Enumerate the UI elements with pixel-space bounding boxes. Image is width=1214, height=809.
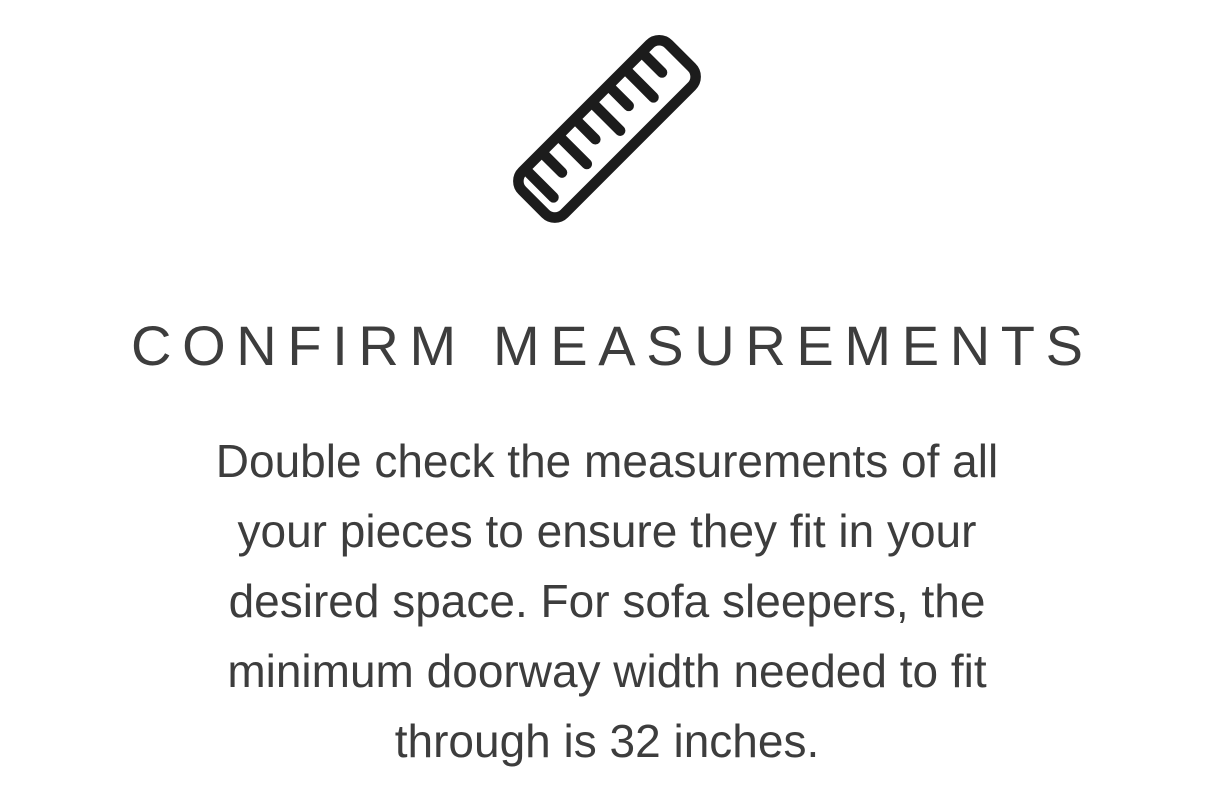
description-line: through is 32 inches. bbox=[394, 715, 820, 767]
description-line: Double check the measurements of all bbox=[215, 435, 999, 487]
ruler-icon bbox=[492, 12, 722, 242]
section-description bbox=[216, 426, 998, 776]
section-title: CONFIRM MEASUREMENTS bbox=[131, 314, 1094, 377]
description-line: minimum doorway width needed to fit bbox=[227, 645, 987, 697]
description-line: desired space. For sofa sleepers, the bbox=[228, 575, 986, 627]
description-line: your pieces to ensure they fit in your bbox=[237, 505, 977, 557]
